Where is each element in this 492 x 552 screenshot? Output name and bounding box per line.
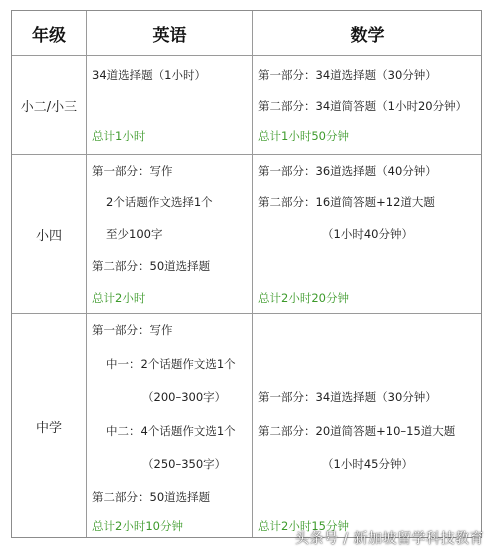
exam-table	[11, 10, 482, 538]
math-line: 第二部分：20道简答题+10–15道大题	[258, 424, 456, 438]
math-total: 总计2小时15分钟	[258, 519, 349, 533]
math-total: 总计2小时20分钟	[258, 291, 349, 305]
grade-cell: 小四	[35, 228, 62, 244]
math-total: 总计1小时50分钟	[258, 129, 349, 143]
math-line: 第二部分：34道简答题（1小时20分钟）	[258, 99, 468, 113]
english-total: 总计2小时10分钟	[92, 519, 183, 533]
english-line: 34道选择题（1小时）	[92, 68, 206, 82]
grade-cell: 小二/小三	[20, 99, 78, 115]
math-line: 第一部分：36道选择题（40分钟）	[258, 164, 437, 178]
english-line: 第二部分：50道选择题	[92, 490, 211, 504]
math-line: 第一部分：34道选择题（30分钟）	[258, 390, 437, 404]
column-divider	[86, 11, 87, 537]
english-total: 总计2小时	[92, 291, 146, 305]
watermark: 头条号 / 新加坡留学科技教育	[294, 531, 484, 547]
math-line: 第二部分：16道简答题+12道大题	[258, 195, 435, 209]
header-grade: 年级	[32, 25, 66, 46]
english-line: 至少100字	[106, 227, 163, 241]
math-line: 第一部分：34道选择题（30分钟）	[258, 68, 437, 82]
english-line: （250–350字）	[142, 457, 227, 471]
header-math: 数学	[350, 25, 385, 46]
english-line: 第一部分：写作	[92, 323, 173, 337]
english-line: 2个话题作文选择1个	[106, 195, 213, 209]
grade-cell: 中学	[35, 420, 62, 436]
english-line: （200–300字）	[142, 390, 227, 404]
header-english: 英语	[152, 25, 187, 46]
english-line: 第二部分：50道选择题	[92, 259, 211, 273]
english-total: 总计1小时	[92, 129, 146, 143]
english-line: 第一部分：写作	[92, 164, 173, 178]
column-divider	[252, 11, 253, 537]
english-line: 中一：2个话题作文选1个	[106, 357, 236, 371]
math-line: （1小时45分钟）	[322, 457, 413, 471]
english-line: 中二：4个话题作文选1个	[106, 424, 236, 438]
math-line: （1小时40分钟）	[322, 227, 413, 241]
